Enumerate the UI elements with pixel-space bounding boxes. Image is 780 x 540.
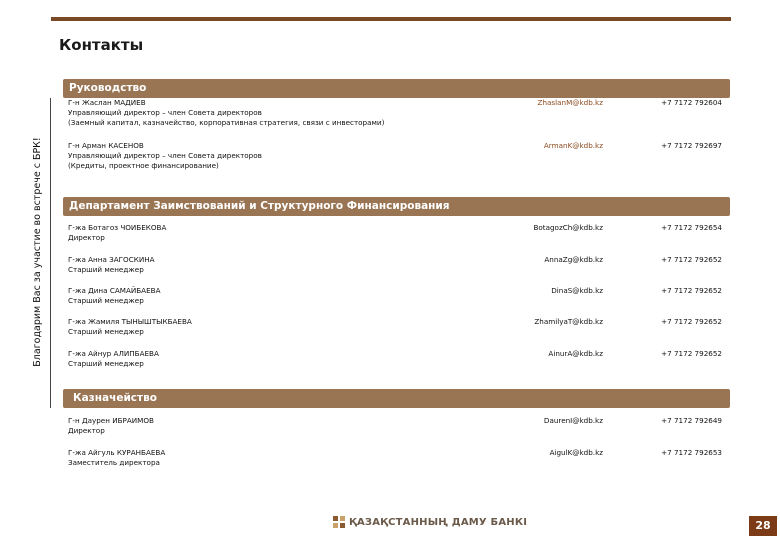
contact-position: Старший менеджер — [68, 359, 144, 368]
page-number-badge: 28 — [749, 516, 777, 536]
contact-name: Г-жа Айгуль КУРАНБАЕВА — [68, 448, 166, 457]
contact-name: Г-жа Анна ЗАГОСКИНА — [68, 255, 155, 264]
contact-phone: +7 7172 792652 — [661, 317, 722, 326]
contact-position: Директор — [68, 426, 105, 435]
bank-logo-text: ҚАЗАҚСТАННЫҢ ДАМУ БАНКІ — [349, 516, 528, 528]
section-header-borrowings-dept: Департамент Заимствований и Структурного Финансирования — [63, 197, 730, 216]
page-title: Контакты — [59, 36, 144, 54]
side-divider — [50, 98, 51, 408]
section-header-treasury — [63, 389, 730, 408]
contact-name: Г-н Жаслан МАДИЕВ — [68, 98, 146, 107]
contact-name: Г-н Арман КАСЕНОВ — [68, 141, 144, 150]
contact-position: Управляющий директор – член Совета директоров — [68, 151, 262, 160]
contact-name: Г-н Даурен ИБРАИМОВ — [68, 416, 154, 425]
contact-name: Г-жа Жамиля ТЫНЫШТЫКБАЕВА — [68, 317, 192, 326]
contact-phone: +7 7172 792649 — [661, 416, 722, 425]
contact-email-link[interactable]: ArmanK@kdb.kz — [543, 141, 603, 150]
contact-email-link[interactable]: DinaS@kdb.kz — [551, 286, 603, 295]
top-rule — [51, 17, 731, 21]
contact-name: Г-жа Ботагоз ЧОИБЕКОВА — [68, 223, 167, 232]
contact-position: Старший менеджер — [68, 296, 144, 305]
contact-phone: +7 7172 792604 — [661, 98, 722, 107]
contact-responsibilities: (Кредиты, проектное финансирование) — [68, 161, 219, 170]
contact-email-link[interactable]: ZhaslanM@kdb.kz — [537, 98, 603, 107]
contact-email-link[interactable]: BotagozCh@kdb.kz — [533, 223, 603, 232]
contact-email-link[interactable]: AnnaZg@kdb.kz — [544, 255, 603, 264]
contact-name: Г-жа Дина САМАЙБАЕВА — [68, 286, 161, 295]
section-header-management: Руководство — [63, 79, 730, 98]
contact-position: Заместитель директора — [68, 458, 160, 467]
contact-position: Старший менеджер — [68, 265, 144, 274]
contact-position: Старший менеджер — [68, 327, 144, 336]
side-text-container — [28, 98, 50, 408]
contact-email-link[interactable]: AigulK@kdb.kz — [549, 448, 603, 457]
contact-email-link[interactable]: DaurenI@kdb.kz — [543, 416, 603, 425]
contact-name: Г-жа Айнур АЛИПБАЕВА — [68, 349, 159, 358]
contact-phone: +7 7172 792652 — [661, 286, 722, 295]
contact-email-link[interactable]: AinurA@kdb.kz — [548, 349, 603, 358]
contact-phone: +7 7172 792652 — [661, 349, 722, 358]
bank-logo-mark-icon — [333, 516, 345, 528]
contact-phone: +7 7172 792653 — [661, 448, 722, 457]
contact-phone: +7 7172 792654 — [661, 223, 722, 232]
contact-position: Управляющий директор – член Совета директоров — [68, 108, 262, 117]
contact-email-link[interactable]: ZhamilyaT@kdb.kz — [534, 317, 603, 326]
side-thanks-text: Благодарим Вас за участие во встрече с БРК! — [32, 137, 43, 367]
contact-phone: +7 7172 792652 — [661, 255, 722, 264]
contact-responsibilities: (Заемный капитал, казначейство, корпоративная стратегия, связи с инвесторами) — [68, 118, 385, 127]
section-title: Казначейство — [73, 392, 157, 404]
contact-position: Директор — [68, 233, 105, 242]
bank-logo — [333, 515, 527, 529]
contact-phone: +7 7172 792697 — [661, 141, 722, 150]
